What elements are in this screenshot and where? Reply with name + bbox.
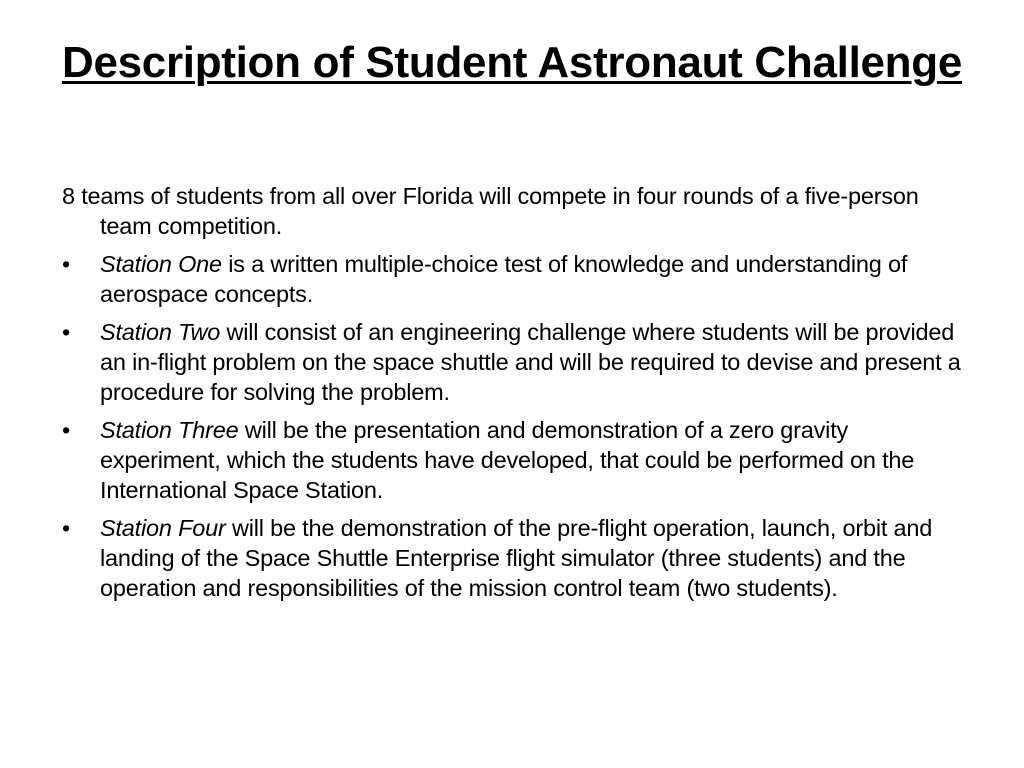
station-three-name: Station Three: [100, 417, 239, 443]
bullet-icon: •: [62, 417, 71, 443]
bullet-icon: •: [62, 251, 71, 277]
station-four-name: Station Four: [100, 515, 226, 541]
station-two-description: will consist of an engineering challenge where students will be provided an in-flight problem on the space shuttle and will be required to devise and present a procedure for solving the problem.: [100, 319, 961, 405]
station-four-description: will be the demonstration of the pre-flight operation, launch, orbit and landing of the Space Shuttle Enterprise flight simulator (three students) and the operation and responsibilities of the mission control team (two students).: [100, 515, 933, 601]
slide-title: Description of Student Astronaut Challenge: [61, 38, 963, 87]
station-three-item: [62, 415, 962, 505]
station-two-name: Station Two: [100, 319, 221, 345]
intro-paragraph: 8 teams of students from all over Florida will compete in four rounds of a five-person team competition.: [62, 183, 919, 239]
station-list: [62, 249, 962, 603]
station-one-description: is a written multiple-choice test of knowledge and understanding of aerospace concepts.: [100, 251, 908, 307]
station-one-item: [62, 249, 962, 309]
station-one-name: Station One: [100, 251, 222, 277]
slide-body: [62, 181, 962, 611]
bullet-icon: •: [62, 515, 71, 541]
bullet-icon: •: [62, 319, 71, 345]
station-four-item: [62, 513, 962, 603]
station-three-description: will be the presentation and demonstration of a zero gravity experiment, which the students have developed, that could be performed on the International Space Station.: [100, 417, 915, 503]
station-two-item: [62, 317, 962, 407]
